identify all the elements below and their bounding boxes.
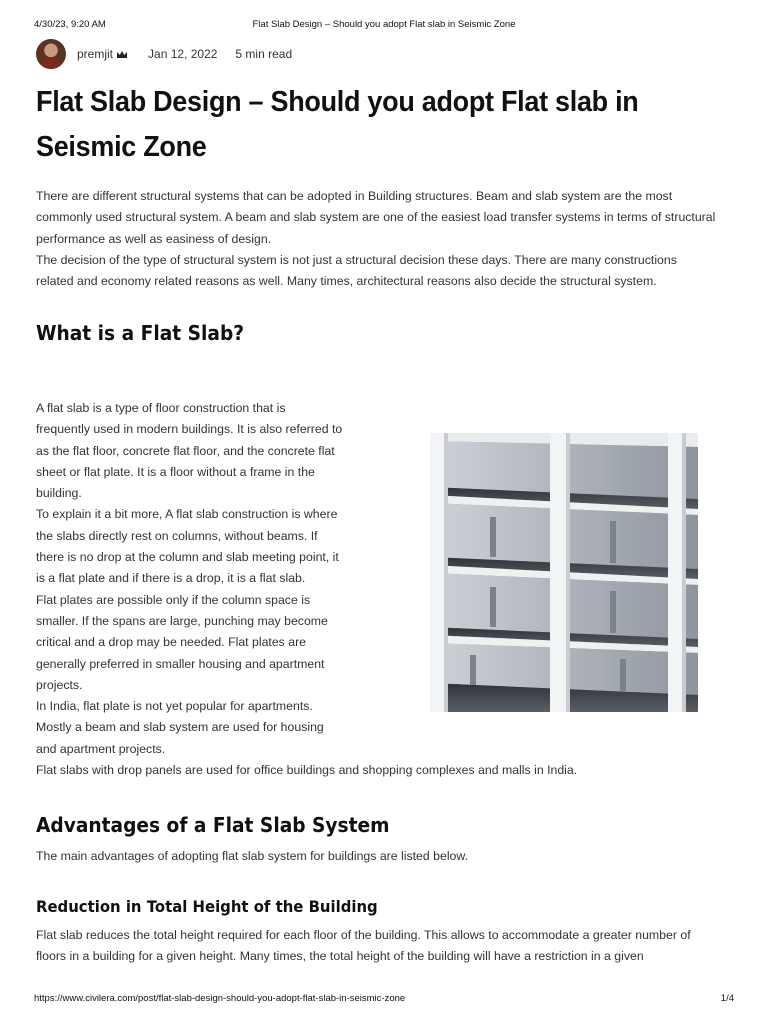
flat-slab-line: critical and a drop may be needed. Flat plates are bbox=[36, 635, 307, 650]
heading-advantages: Advantages of a Flat Slab System bbox=[36, 813, 390, 837]
reduction-line: floors in a building for a given height. Many times, the total height of the building will have a restriction in a given bbox=[36, 949, 644, 964]
flat-slab-line: and apartment projects. bbox=[36, 741, 166, 756]
intro-line: There are different structural systems that can be adopted in Building structures. Beam and slab system are the most bbox=[36, 189, 673, 203]
intro-paragraph bbox=[36, 186, 736, 292]
flat-slab-line: there is no drop at the column and slab meeting point, it bbox=[36, 550, 339, 565]
flat-slab-building-photo bbox=[430, 433, 698, 712]
heading-what-is-flat-slab: What is a Flat Slab? bbox=[36, 321, 245, 345]
intro-line: The decision of the type of structural system is not just a structural decision these days. There are many constructions bbox=[36, 252, 677, 267]
flat-slab-line: A flat slab is a type of floor construction that is bbox=[36, 401, 286, 415]
page-number: 1/4 bbox=[720, 993, 734, 1004]
avatar[interactable] bbox=[36, 39, 66, 69]
flat-slab-line: is a flat plate and if there is a drop, it is a flat slab. bbox=[36, 571, 306, 586]
intro-line: related and economy related reasons as well. Many times, architectural reasons also decide the structural system. bbox=[36, 274, 657, 289]
print-datetime: 4/30/23, 9:20 AM bbox=[34, 19, 106, 30]
heading-reduction-height: Reduction in Total Height of the Building bbox=[36, 897, 378, 916]
flat-slab-line: Mostly a beam and slab system are used for housing bbox=[36, 720, 324, 735]
post-meta bbox=[36, 38, 292, 70]
post-date: Jan 12, 2022 bbox=[148, 47, 218, 61]
crown-icon bbox=[116, 50, 128, 59]
flat-slab-line: frequently used in modern buildings. It is also referred to bbox=[36, 422, 343, 437]
flat-slab-line: the slabs directly rest on columns, without beams. If bbox=[36, 528, 318, 543]
flat-slab-line: projects. bbox=[36, 677, 83, 692]
flat-slab-line: building. bbox=[36, 486, 82, 501]
print-url[interactable]: https://www.civilera.com/post/flat-slab-design-should-you-adopt-flat-slab-in-seismic-zone bbox=[34, 993, 406, 1004]
intro-line: performance as well as easiness of design. bbox=[36, 231, 272, 246]
flat-slab-paragraph bbox=[36, 398, 358, 760]
reduction-line: Flat slab reduces the total height required for each floor of the building. This allows to accommodate a greater number of bbox=[36, 928, 691, 942]
flat-slab-line: smaller. If the spans are large, punching may become bbox=[36, 613, 328, 628]
article-title: Flat Slab Design – Should you adopt Flat slab in Seismic Zone bbox=[36, 86, 639, 163]
intro-line: commonly used structural system. A beam and slab system are one of the easiest load transfer systems in terms of structural bbox=[36, 210, 716, 225]
print-header bbox=[0, 19, 768, 33]
author-name[interactable]: premjit bbox=[77, 47, 114, 61]
read-time: 5 min read bbox=[235, 47, 293, 61]
flat-slab-closing-line: Flat slabs with drop panels are used for office buildings and shopping complexes and malls in India. bbox=[36, 763, 578, 777]
advantages-intro: The main advantages of adopting flat slab system for buildings are listed below. bbox=[36, 849, 469, 863]
flat-slab-line: To explain it a bit more, A flat slab construction is where bbox=[36, 507, 338, 522]
flat-slab-line: Flat plates are possible only if the column space is bbox=[36, 592, 311, 607]
print-footer bbox=[0, 993, 768, 1007]
flat-slab-line: generally preferred in smaller housing and apartment bbox=[36, 656, 325, 671]
flat-slab-line: as the flat floor, concrete flat floor, and the concrete flat bbox=[36, 443, 335, 458]
reduction-paragraph bbox=[36, 925, 736, 968]
flat-slab-line: In India, flat plate is not yet popular for apartments. bbox=[36, 699, 313, 714]
print-title: Flat Slab Design – Should you adopt Flat slab in Seismic Zone bbox=[252, 19, 516, 30]
flat-slab-line: sheet or flat plate. It is a floor without a frame in the bbox=[36, 464, 315, 479]
